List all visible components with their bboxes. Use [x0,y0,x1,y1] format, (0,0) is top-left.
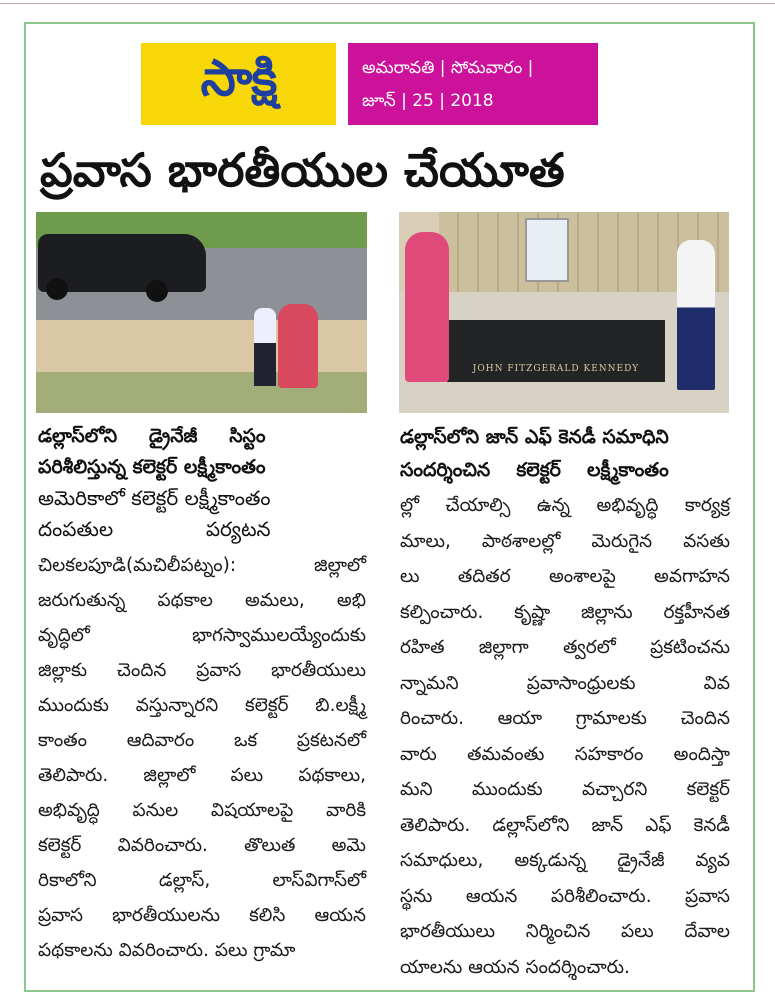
body-text-line: కాంతం ఆదివారం ఒక ప్రకటనలో [38,730,366,751]
body-text-line: మాలు, పాఠశాలల్లో మెరుగైన వసతు [400,530,730,552]
person-man [254,308,276,386]
caption-line: డల్లాస్‌లోని జాన్ ఎఫ్ కెనడీ సమాధిని [400,426,669,448]
body-text-line: మని ముందుకు వచ్చారని కలెక్టర్ [400,779,730,800]
top-rule [0,3,775,4]
body-text-line: యాలను ఆయన సందర్శించారు. [400,956,630,978]
body-text-line: కలెక్టర్ వివరించారు. తొలుత అమె [38,835,366,856]
body-text-line: న్నామని ప్రవాసాంధ్రులకు వివ [400,672,730,694]
headline: ప్రవాస భారతీయుల చేయూత [40,143,565,197]
person-woman [405,232,449,382]
body-text-line: ప్రవాస భారతీయులను కలిసి ఆయన [38,905,366,926]
memorial-slab [447,320,665,382]
subheadline [38,483,271,545]
dateline-box [348,43,598,125]
caption-line: పరిశీలిస్తున్న కలెక్టర్ లక్ష్మీకాంతం [38,456,266,478]
right-photo-caption [400,421,669,487]
body-text-line: జిల్లాకు చెందిన ప్రవాస భారతీయులు [38,660,366,681]
body-text-line: భారతీయులు నిర్మించిన పలు దేవాల [400,921,730,942]
body-text-line: ముందుకు వస్తున్నారని కలెక్టర్ బి.లక్ష్మీ [38,695,366,716]
body-text-line: రించారు. ఆయా గ్రామాలకు చెందిన [400,708,730,729]
left-column-body [38,548,366,968]
photo-drainage-inspection [36,212,367,413]
subheadline-line: దంపతుల పర్యటన [38,517,271,541]
body-text-line: అభివృద్ధి పనుల విషయాలపై వారికి [38,800,366,821]
right-column-body [400,488,730,985]
body-text-line: వారు తమవంతు సహకారం అందిస్తా [400,743,730,765]
body-text-line: వృద్ధిలో భాగస్వాములయ్యేందుకు [38,625,366,646]
body-text-line: రహిత జిల్లాగా త్వరలో ప్రకటించను [400,637,730,658]
edition-label: అమరావతి | సోమవారం | [362,58,534,78]
body-text-line: కల్పించారు. కృష్ణా జిల్లాను రక్తహీనత [400,601,730,623]
sakshi-logo [141,43,336,125]
body-text-line: తెలిపారు. జిల్లాలో పలు పథకాలు, [38,765,366,786]
body-text-line: ల్లో చేయాల్సి ఉన్న అభివృద్ధి కార్యక్ర [400,495,730,516]
caption-line: డల్లాస్‌లోని డ్రైనేజీ సిస్టం [38,425,266,447]
body-text-line: పథకాలను వివరించారు. పలు గ్రామా [38,940,296,961]
caption-line: సందర్శించిన కలెక్టర్ లక్ష్మీకాంతం [400,459,669,481]
date-label: జూన్ | 25 | 2018 [362,91,494,111]
person-woman [278,304,318,388]
body-text-line: సమాధులు, అక్కడున్న డ్రైనేజీ వ్యవ [400,850,730,871]
body-text-line: స్థను ఆయన పరిశీలించారు. ప్రవాస [400,885,730,907]
body-text-line: చిలకలపూడి(మచిలీపట్నం): జిల్లాలో [38,555,366,576]
body-text-line: తెలిపారు. డల్లాస్‌లోని జాన్ ఎఫ్ కెనడీ [400,814,730,836]
body-text-line: లు తదితర అంశాలపై అవగాహన [400,566,730,587]
left-photo-caption [38,421,266,483]
photo-kennedy-memorial [399,212,729,413]
memorial-inscription: JOHN FITZGERALD KENNEDY [472,364,640,374]
logo-text: సాక్షి [200,48,277,107]
body-text-line: జరుగుతున్న పథకాల అమలు, అభి [38,590,366,611]
subheadline-line: అమెరికాలో కలెక్టర్ లక్ష్మీకాంతం [38,486,271,510]
person-man [677,240,715,390]
body-text-line: రికాలోని డల్లాస్, లాస్‌విగాస్‌లో [38,870,366,891]
